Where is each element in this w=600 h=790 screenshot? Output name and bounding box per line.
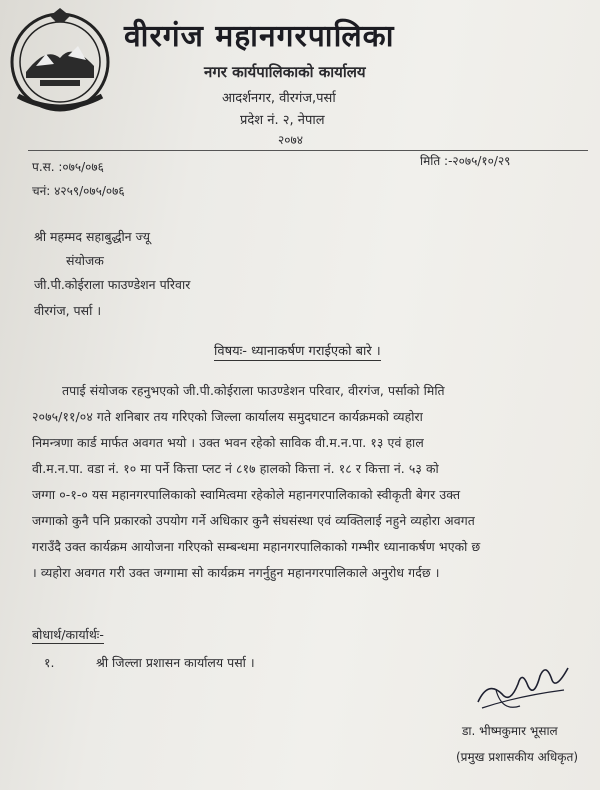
letter-number: प.स. :०७५/०७६ <box>32 160 104 174</box>
body-line: । व्यहोरा अवगत गरी उक्त जग्गामा सो कार्यक्रम नगर्नुहुन महानगरपालिकाले अनुरोध गर्दछ । <box>32 565 440 580</box>
body-line: निमन्त्रणा कार्ड मार्फत अवगत भयो । उक्त भवन रहेको साविक वी.म.न.पा. १३ एवं हाल <box>32 435 424 450</box>
municipality-title: वीरगंज महानगरपालिका <box>124 19 395 54</box>
dispatch-number: चनं: ४२५९/०७५/०७६ <box>32 184 125 198</box>
body-line: २०७५/११/०४ गते शनिबार तय गरिएको जिल्ला कार्यालय समुदघाटन कार्यक्रमको व्यहोरा <box>32 409 423 424</box>
body-line: जग्गा ०-१-० यस महानगरपालिकाको स्वामित्वमा रहेकोले महानगरपालिकाको स्वीकृती बेगर उक्त <box>32 487 461 502</box>
header-divider <box>28 150 588 151</box>
office-name: नगर कार्यपालिकाको कार्यालय <box>204 63 366 81</box>
established-year: २०७४ <box>278 133 303 147</box>
signatory-title: (प्रमुख प्रशासकीय अधिकृत) <box>456 750 579 764</box>
recipient-organization: जी.पी.कोईराला फाउण्डेशन परिवार <box>34 277 191 292</box>
signatory-name: डा. भीष्मकुमार भूसाल <box>462 724 558 738</box>
body-line: वी.म.न.पा. वडा नं. १० मा पर्ने कित्ता प्लट नं ८१७ हालको कित्ता नं. १८ र कित्ता नं. ५३ को <box>32 461 439 476</box>
office-address: आदर्शनगर, वीरगंज,पर्सा <box>222 91 336 106</box>
letter-date: मिति :-२०७५/१०/२९ <box>420 154 511 168</box>
cc-item: श्री जिल्ला प्रशासन कार्यालय पर्सा । <box>96 655 255 670</box>
municipal-emblem-icon <box>6 6 114 114</box>
body-line: तपाई संयोजक रहनुभएको जी.पी.कोईराला फाउण्डेशन परिवार, वीरगंज, पर्साको मिति <box>62 383 445 398</box>
signature-mark <box>468 650 578 720</box>
cc-item-number: १. <box>44 655 55 670</box>
letter-subject: विषयः- ध्यानाकर्षण गराईएको बारे । <box>214 341 381 361</box>
body-line: जग्गाको कुनै पनि प्रकारको उपयोग गर्ने अधिकार कुनै संघसंस्था एवं व्यक्तिलाई नहुने व्यहोरा अवगत <box>32 513 475 528</box>
recipient-place: वीरगंज, पर्सा । <box>34 303 102 318</box>
province-line: प्रदेश नं. २, नेपाल <box>240 113 325 128</box>
body-line: गराउँदै उक्त कार्यक्रम आयोजना गरिएको सम्बन्धमा महानगरपालिकाको गम्भीर ध्यानाकर्षण भएको छ <box>32 539 481 554</box>
cc-heading: बोधार्थ/कार्यार्थः- <box>32 627 104 642</box>
recipient-role: संयोजक <box>66 253 104 268</box>
recipient-name: श्री महम्मद सहाबुद्धीन ज्यू <box>34 229 150 244</box>
